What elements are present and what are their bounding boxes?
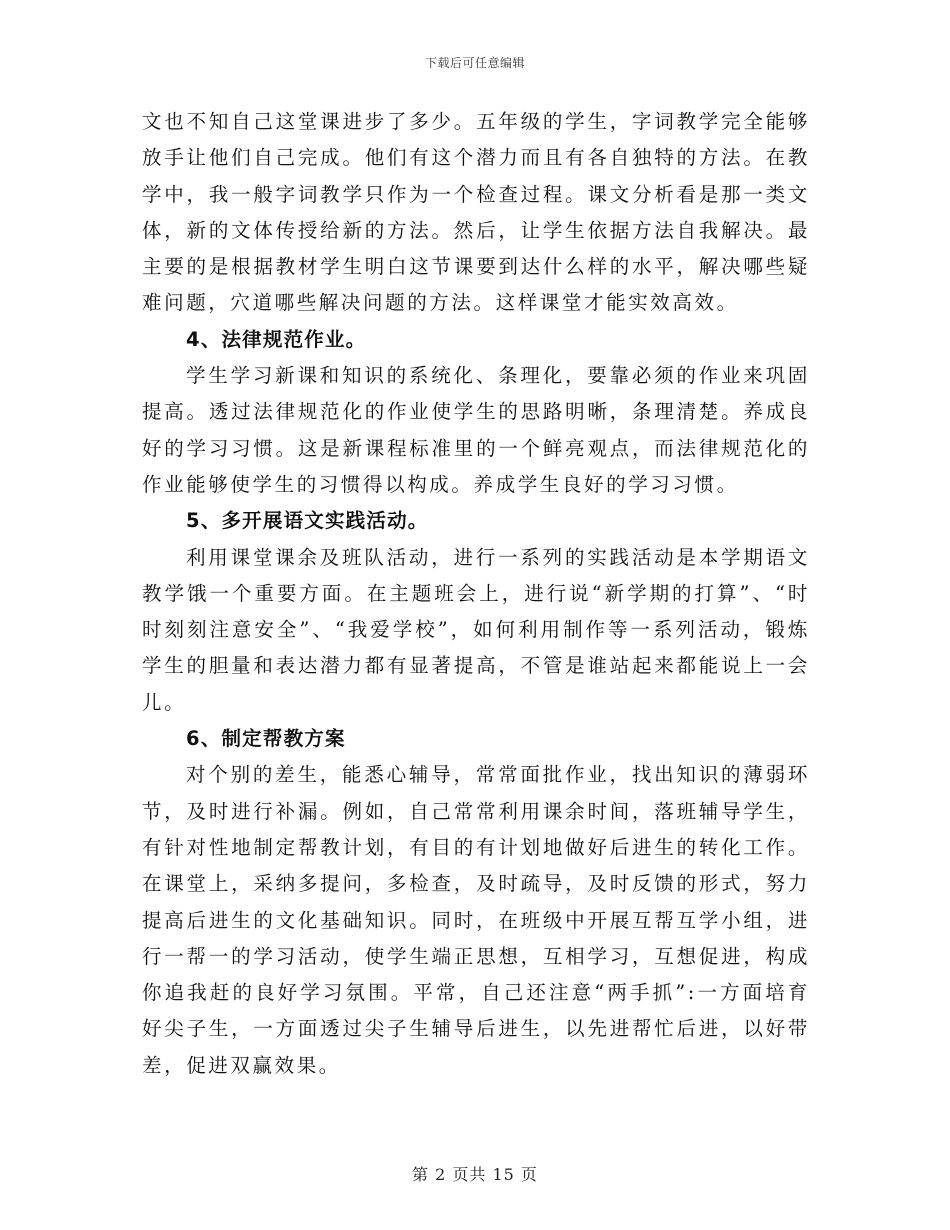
document-body	[142, 104, 810, 1084]
section-heading-4: 4、法律规范作业。	[186, 327, 367, 351]
section-heading-6: 6、制定帮教方案	[186, 727, 346, 751]
section-heading-5: 5、多开展语文实践活动。	[186, 509, 429, 533]
paragraph-section-4: 学生学习新课和知识的系统化、条理化，要靠必须的作业来巩固提高。透过法律规范化的作业使学生的思路明晰，条理清楚。养成良好的学习习惯。这是新课程标准里的一个鲜亮观点，而法律规范化的作业能够使学生的习惯得以构成。养成学生良好的学习习惯。	[142, 364, 810, 496]
page-footer: 第 2 页共 15 页	[412, 1165, 538, 1184]
page-header: 下载后可任意编辑	[424, 56, 525, 70]
paragraph-section-5: 利用课堂课余及班队活动，进行一系列的实践活动是本学期语文教学饿一个重要方面。在主题班会上，进行说“新学期的打算”、“时时刻刻注意安全”、“我爱学校”，如何利用制作等一系列活动，锻炼学生的胆量和表达潜力都有显著提高，不管是谁站起来都能说上一会儿。	[142, 545, 810, 714]
paragraph-section-6: 对个别的差生，能悉心辅导，常常面批作业，找出知识的薄弱环节，及时进行补漏。例如，自己常常利用课余时间，落班辅导学生，有针对性地制定帮教计划，有目的有计划地做好后进生的转化工作。在课堂上，采纳多提问，多检查，及时疏导，及时反馈的形式，努力提高后进生的文化基础知识。同时，在班级中开展互帮互学小组，进行一帮一的学习活动，使学生端正思想，互相学习，互想促进，构成你追我赶的良好学习氛围。平常，自己还注意“两手抓”:一方面培育好尖子生，一方面透过尖子生辅导后进生，以先进帮忙后进，以好带差，促进双赢效果。	[142, 763, 810, 1077]
paragraph-continued: 文也不知自己这堂课进步了多少。五年级的学生，字词教学完全能够放手让他们自己完成。他们有这个潜力而且有各自独特的方法。在教学中，我一般字词教学只作为一个检查过程。课文分析看是那一类文体，新的文体传授给新的方法。然后，让学生依据方法自我解决。最主要的是根据教材学生明白这节课要到达什么样的水平，解决哪些疑难问题，穴道哪些解决问题的方法。这样课堂才能实效高效。	[142, 110, 810, 315]
